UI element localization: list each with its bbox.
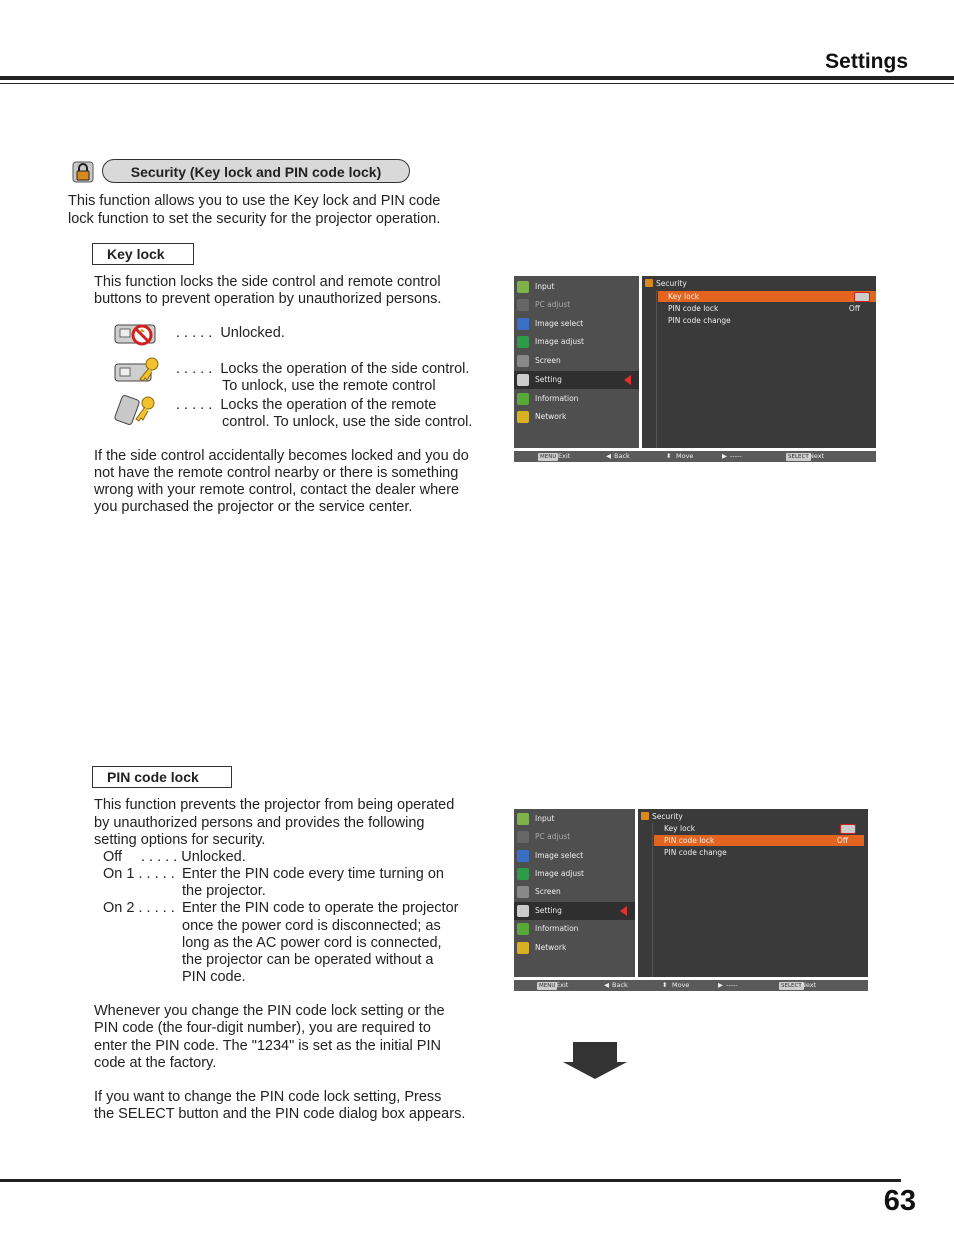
security-panel-divider	[656, 290, 657, 448]
menu-screenshot-pin-code-lock	[514, 809, 868, 992]
key-lock-option-1: . . . . . Unlocked.	[176, 325, 285, 341]
pin-lock-para-4: code at the factory.	[94, 1055, 217, 1071]
key-lock-option-2a: . . . . . Locks the operation of the side control.	[176, 361, 470, 377]
menu-item-image-adjust: Image adjust	[514, 865, 635, 883]
projector-unlocked-icon	[112, 319, 162, 347]
pin-lock-para-1: Whenever you change the PIN code lock setting or the	[94, 1003, 445, 1019]
key-lock-desc-1: This function locks the side control and remote control	[94, 274, 441, 290]
key-lock-option-3a: . . . . . Locks the operation of the remote	[176, 397, 437, 413]
menu-item-pc-adjust: PC adjust	[514, 828, 635, 846]
menu-item-input: Input	[514, 810, 635, 828]
menu-item-input: Input	[514, 278, 639, 296]
pin-lock-para-3: enter the PIN code. The "1234" is set as the initial PIN	[94, 1038, 441, 1054]
remote-key-icon	[112, 393, 162, 425]
sub-item-pin-code-lock: PIN code lock Off	[654, 835, 864, 846]
pin-lock-para-5: If you want to change the PIN code lock setting, Press	[94, 1089, 442, 1105]
sub-item-pin-code-lock: PIN code lock Off	[668, 304, 860, 313]
menu-guide-bar: MENU Exit ◀ Back ⬍ Move ▶ ----- SELECT Next	[514, 451, 876, 462]
footer-rule	[0, 1179, 901, 1182]
key-lock-note-1: If the side control accidentally becomes locked and you do	[94, 448, 469, 464]
menu-item-information: Information	[514, 390, 639, 408]
menu-item-image-adjust: Image adjust	[514, 333, 639, 351]
menu-item-image-select: Image select	[514, 847, 635, 865]
security-lock-icon	[641, 812, 649, 820]
key-lock-note-2: not have the remote control nearby or there is something	[94, 465, 459, 481]
intro-line-1: This function allows you to use the Key lock and PIN code	[68, 193, 441, 209]
menu-item-screen: Screen	[514, 883, 635, 901]
pin-option-off-key: Off	[103, 849, 123, 865]
down-arrow-icon	[563, 1042, 627, 1080]
menu-item-image-select: Image select	[514, 315, 639, 333]
sub-item-key-lock: Key lock	[658, 291, 876, 302]
header-rule-thin	[0, 83, 954, 84]
menu-selected-arrow	[620, 906, 627, 916]
security-lock-icon	[645, 279, 653, 287]
menu-item-network: Network	[514, 939, 635, 957]
menu-item-setting: Setting	[514, 371, 639, 389]
pin-option-off-value: . . . . . Unlocked.	[141, 849, 246, 865]
pin-option-on2-value-2: once the power cord is disconnected; as	[182, 918, 441, 934]
pin-option-on2-value-1: Enter the PIN code to operate the projector	[182, 900, 459, 916]
menu-item-setting: Setting	[514, 902, 635, 920]
menu-left-panel	[514, 276, 639, 448]
pin-option-on1-value-1: Enter the PIN code every time turning on	[182, 866, 444, 882]
security-subtitle: Security	[656, 279, 687, 288]
sub-item-pin-code-change: PIN code change	[668, 316, 731, 325]
pin-option-on1-key: On 1 . . . . .	[103, 866, 175, 882]
pin-option-on2-value-5: PIN code.	[182, 969, 246, 985]
menu-screenshot-key-lock	[514, 276, 876, 463]
key-lock-option-3b: control. To unlock, use the side control.	[222, 414, 473, 430]
sub-item-pin-code-change: PIN code change	[664, 848, 727, 857]
header-rule-thick	[0, 76, 954, 80]
intro-line-2: lock function to set the security for the projector operation.	[68, 211, 441, 227]
key-lock-note-4: you purchased the projector or the service center.	[94, 499, 413, 515]
menu-right-panel	[638, 809, 868, 977]
pin-option-on1-value-2: the projector.	[182, 883, 266, 899]
pin-lock-para-6: the SELECT button and the PIN code dialog box appears.	[94, 1106, 466, 1122]
key-lock-note-3: wrong with your remote control, contact the dealer where	[94, 482, 460, 498]
menu-guide-bar: MENU Exit ◀ Back ⬍ Move ▶ ----- SELECT Next	[514, 980, 868, 991]
key-lock-option-2b: To unlock, use the remote control	[222, 378, 436, 394]
pin-lock-desc-2: by unauthorized persons and provides the following	[94, 815, 425, 831]
security-panel-divider	[652, 823, 653, 977]
menu-left-panel	[514, 809, 635, 977]
key-lock-desc-2: buttons to prevent operation by unauthorized persons.	[94, 291, 442, 307]
pin-option-on2-value-3: long as the AC power cord is connected,	[182, 935, 442, 951]
projector-key-icon	[112, 355, 162, 385]
pin-option-on2-key: On 2 . . . . .	[103, 900, 175, 916]
lock-icon	[72, 161, 94, 183]
pin-lock-desc-3: setting options for security.	[94, 832, 266, 848]
key-lock-label: Key lock	[92, 243, 194, 265]
menu-item-network: Network	[514, 408, 639, 426]
page-number: 63	[883, 1185, 916, 1217]
security-subtitle: Security	[652, 812, 683, 821]
menu-item-information: Information	[514, 920, 635, 938]
menu-item-pc-adjust: PC adjust	[514, 296, 639, 314]
section-title: Security (Key lock and PIN code lock)	[102, 159, 410, 183]
pin-lock-para-2: PIN code (the four-digit number), you are required to	[94, 1020, 431, 1036]
pin-code-lock-label: PIN code lock	[92, 766, 232, 788]
menu-right-panel	[642, 276, 876, 448]
menu-item-screen: Screen	[514, 352, 639, 370]
menu-selected-arrow	[624, 375, 631, 385]
sub-item-key-lock: Key lock	[664, 824, 696, 833]
page-header-title: Settings	[825, 50, 908, 73]
pin-option-on2-value-4: the projector can be operated without a	[182, 952, 434, 968]
pin-lock-desc-1: This function prevents the projector from being operated	[94, 797, 455, 813]
key-lock-status-icon	[840, 824, 856, 834]
key-lock-status-icon	[854, 292, 870, 302]
